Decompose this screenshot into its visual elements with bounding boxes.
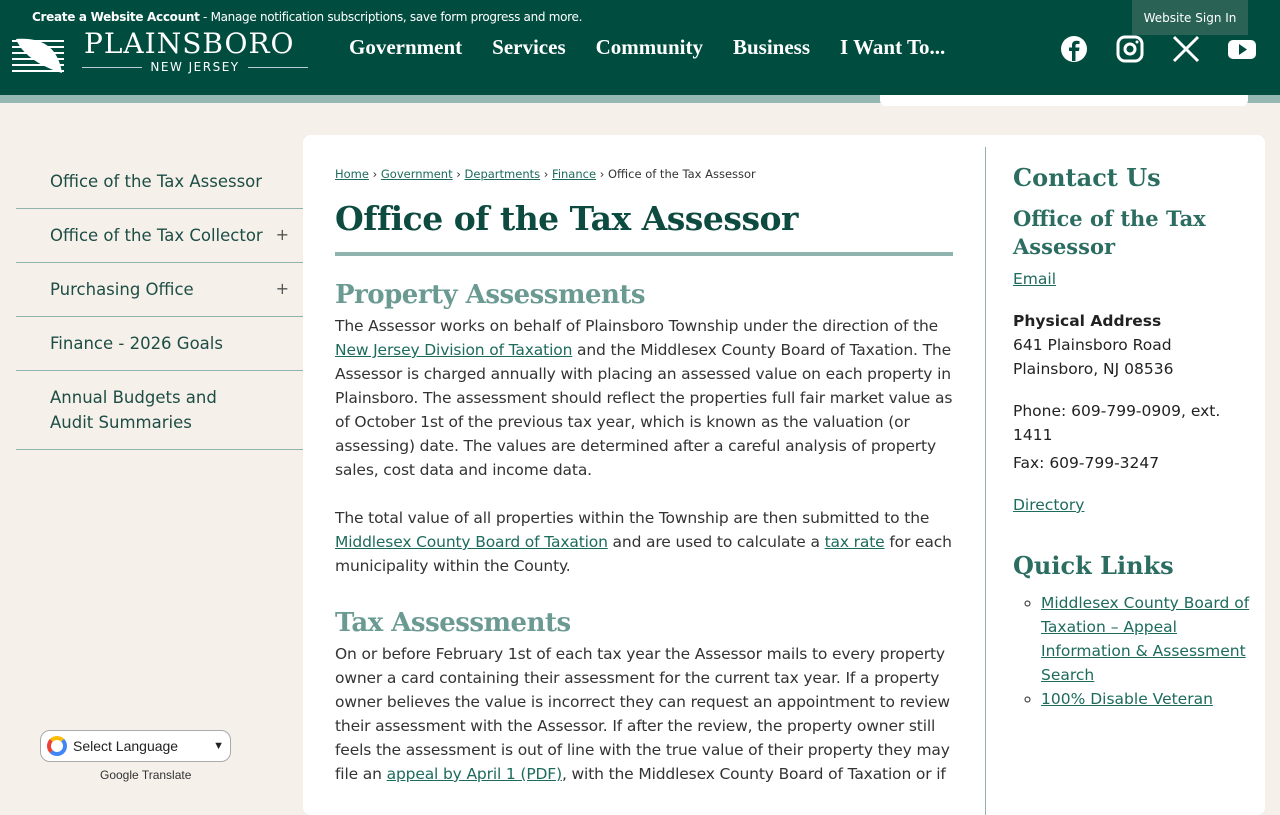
sidebar-item-finance-goals[interactable]: Finance - 2026 Goals	[16, 317, 303, 371]
contact-panel: Contact Us Office of the Tax Assessor Email Physical Address 641 Plainsboro Road Plainsboro, NJ 08536 Phone: 609-799-0909, ext. 1411 Fax: 609-799-3247 Directory Quick Links ◦ Middlesex County Board of Taxation – Appeal Information & Assessment Search ◦ 100% Disable Veteran	[1013, 163, 1253, 711]
sidebar-item-purchasing[interactable]: Purchasing Office +	[16, 263, 303, 317]
quick-links: Quick Links ◦ Middlesex County Board of Taxation – Appeal Information & Assessment Search ◦ 100% Disable Veteran	[1013, 551, 1253, 711]
paragraph: The Assessor works on behalf of Plainsboro Township under the direction of the New Jersey Division of Taxation and the Middlesex County Board of Taxation. The Assessor is charged annually with placing an assessed value on each property in Plainsboro. The assessment should reflect the properties full fair market value as of October 1st of the previous tax year, which is known as the valuation (or assessing) date. The values are determined after a careful analysis of property sales, cost data and income data.	[335, 317, 953, 479]
breadcrumb-departments[interactable]: Departments	[464, 167, 541, 181]
nav-services[interactable]: Services	[492, 35, 566, 59]
middlesex-board-link[interactable]: Middlesex County Board of Taxation	[335, 533, 608, 551]
fax: Fax: 609-799-3247	[1013, 454, 1160, 472]
breadcrumb-government[interactable]: Government	[380, 167, 453, 181]
breadcrumb: Home › Government › Departments › Finance › Office of the Tax Assessor	[335, 167, 756, 181]
directory-link[interactable]: Directory	[1013, 496, 1085, 514]
section-heading: Property Assessments	[335, 280, 646, 310]
instagram-icon[interactable]	[1116, 35, 1144, 63]
section-heading: Tax Assessments	[335, 608, 571, 638]
google-icon	[47, 736, 67, 756]
youtube-icon[interactable]	[1228, 35, 1256, 63]
nav-i-want-to[interactable]: I Want To...	[840, 35, 946, 59]
breadcrumb-home[interactable]: Home	[335, 167, 369, 181]
search-box[interactable]	[880, 95, 1248, 106]
office-name: Office of the Tax Assessor	[1013, 206, 1206, 259]
account-banner-message[interactable]: Create a Website Account - Manage notification subscriptions, save form progress and more.	[32, 10, 583, 24]
tax-rate-link[interactable]: tax rate	[824, 533, 885, 551]
email-link[interactable]: Email	[1013, 270, 1057, 288]
sidebar-item-tax-collector[interactable]: Office of the Tax Collector +	[16, 209, 303, 263]
sidebar-item-budgets[interactable]: Annual Budgets and Audit Summaries	[16, 371, 303, 450]
social-links	[1060, 35, 1256, 63]
website-sign-in-button[interactable]: Website Sign In	[1132, 0, 1248, 35]
paragraph: The total value of all properties within the Township are then submitted to the Middlesex County Board of Taxation and are used to calculate a tax rate for each municipality within the County.	[335, 509, 952, 575]
contact-heading: Contact Us	[1013, 163, 1161, 192]
plainsboro-logo[interactable]: PLAINSBORO NEW JERSEY	[12, 35, 312, 95]
facebook-icon[interactable]	[1060, 35, 1088, 63]
phone: Phone: 609-799-0909, ext. 1411	[1013, 402, 1221, 444]
main-nav	[349, 35, 945, 59]
sidebar-item-tax-assessor[interactable]: Office of the Tax Assessor	[16, 155, 303, 209]
paragraph: On or before February 1st of each tax year the Assessor mails to every property owner a card containing their assessment for the current tax year. If a property owner believes the value is incorrect they can request an appointment to review their assessment with the Assessor. If after the review, the property owner still feels the assessment is out of line with the true value of their property they may file an appeal by April 1 (PDF), with the Middlesex County Board of Taxation or if	[335, 645, 950, 783]
nav-government[interactable]: Government	[349, 35, 463, 59]
select-language-dropdown[interactable]: Select Language ▼	[40, 730, 231, 762]
main-content	[303, 135, 1265, 815]
nav-community[interactable]: Community	[595, 35, 703, 59]
expand-icon[interactable]: +	[275, 225, 289, 244]
nav-business[interactable]: Business	[732, 35, 811, 59]
sidebar-nav	[16, 155, 303, 450]
page-title: Office of the Tax Assessor	[335, 199, 953, 256]
x-icon[interactable]	[1172, 35, 1200, 63]
site-header	[0, 27, 1280, 95]
chevron-down-icon: ▼	[213, 740, 224, 752]
leaf-logo-icon	[12, 37, 64, 75]
appeal-pdf-link[interactable]: appeal by April 1 (PDF)	[386, 765, 562, 783]
nj-division-taxation-link[interactable]: New Jersey Division of Taxation	[335, 341, 573, 359]
quick-link[interactable]: 100% Disable Veteran	[1041, 690, 1213, 708]
breadcrumb-finance[interactable]: Finance	[552, 167, 597, 181]
google-translate-credit[interactable]: Google Translate	[100, 768, 192, 782]
quick-link[interactable]: Middlesex County Board of Taxation – Appeal Information & Assessment Search	[1041, 594, 1250, 684]
expand-icon[interactable]: +	[275, 279, 289, 298]
